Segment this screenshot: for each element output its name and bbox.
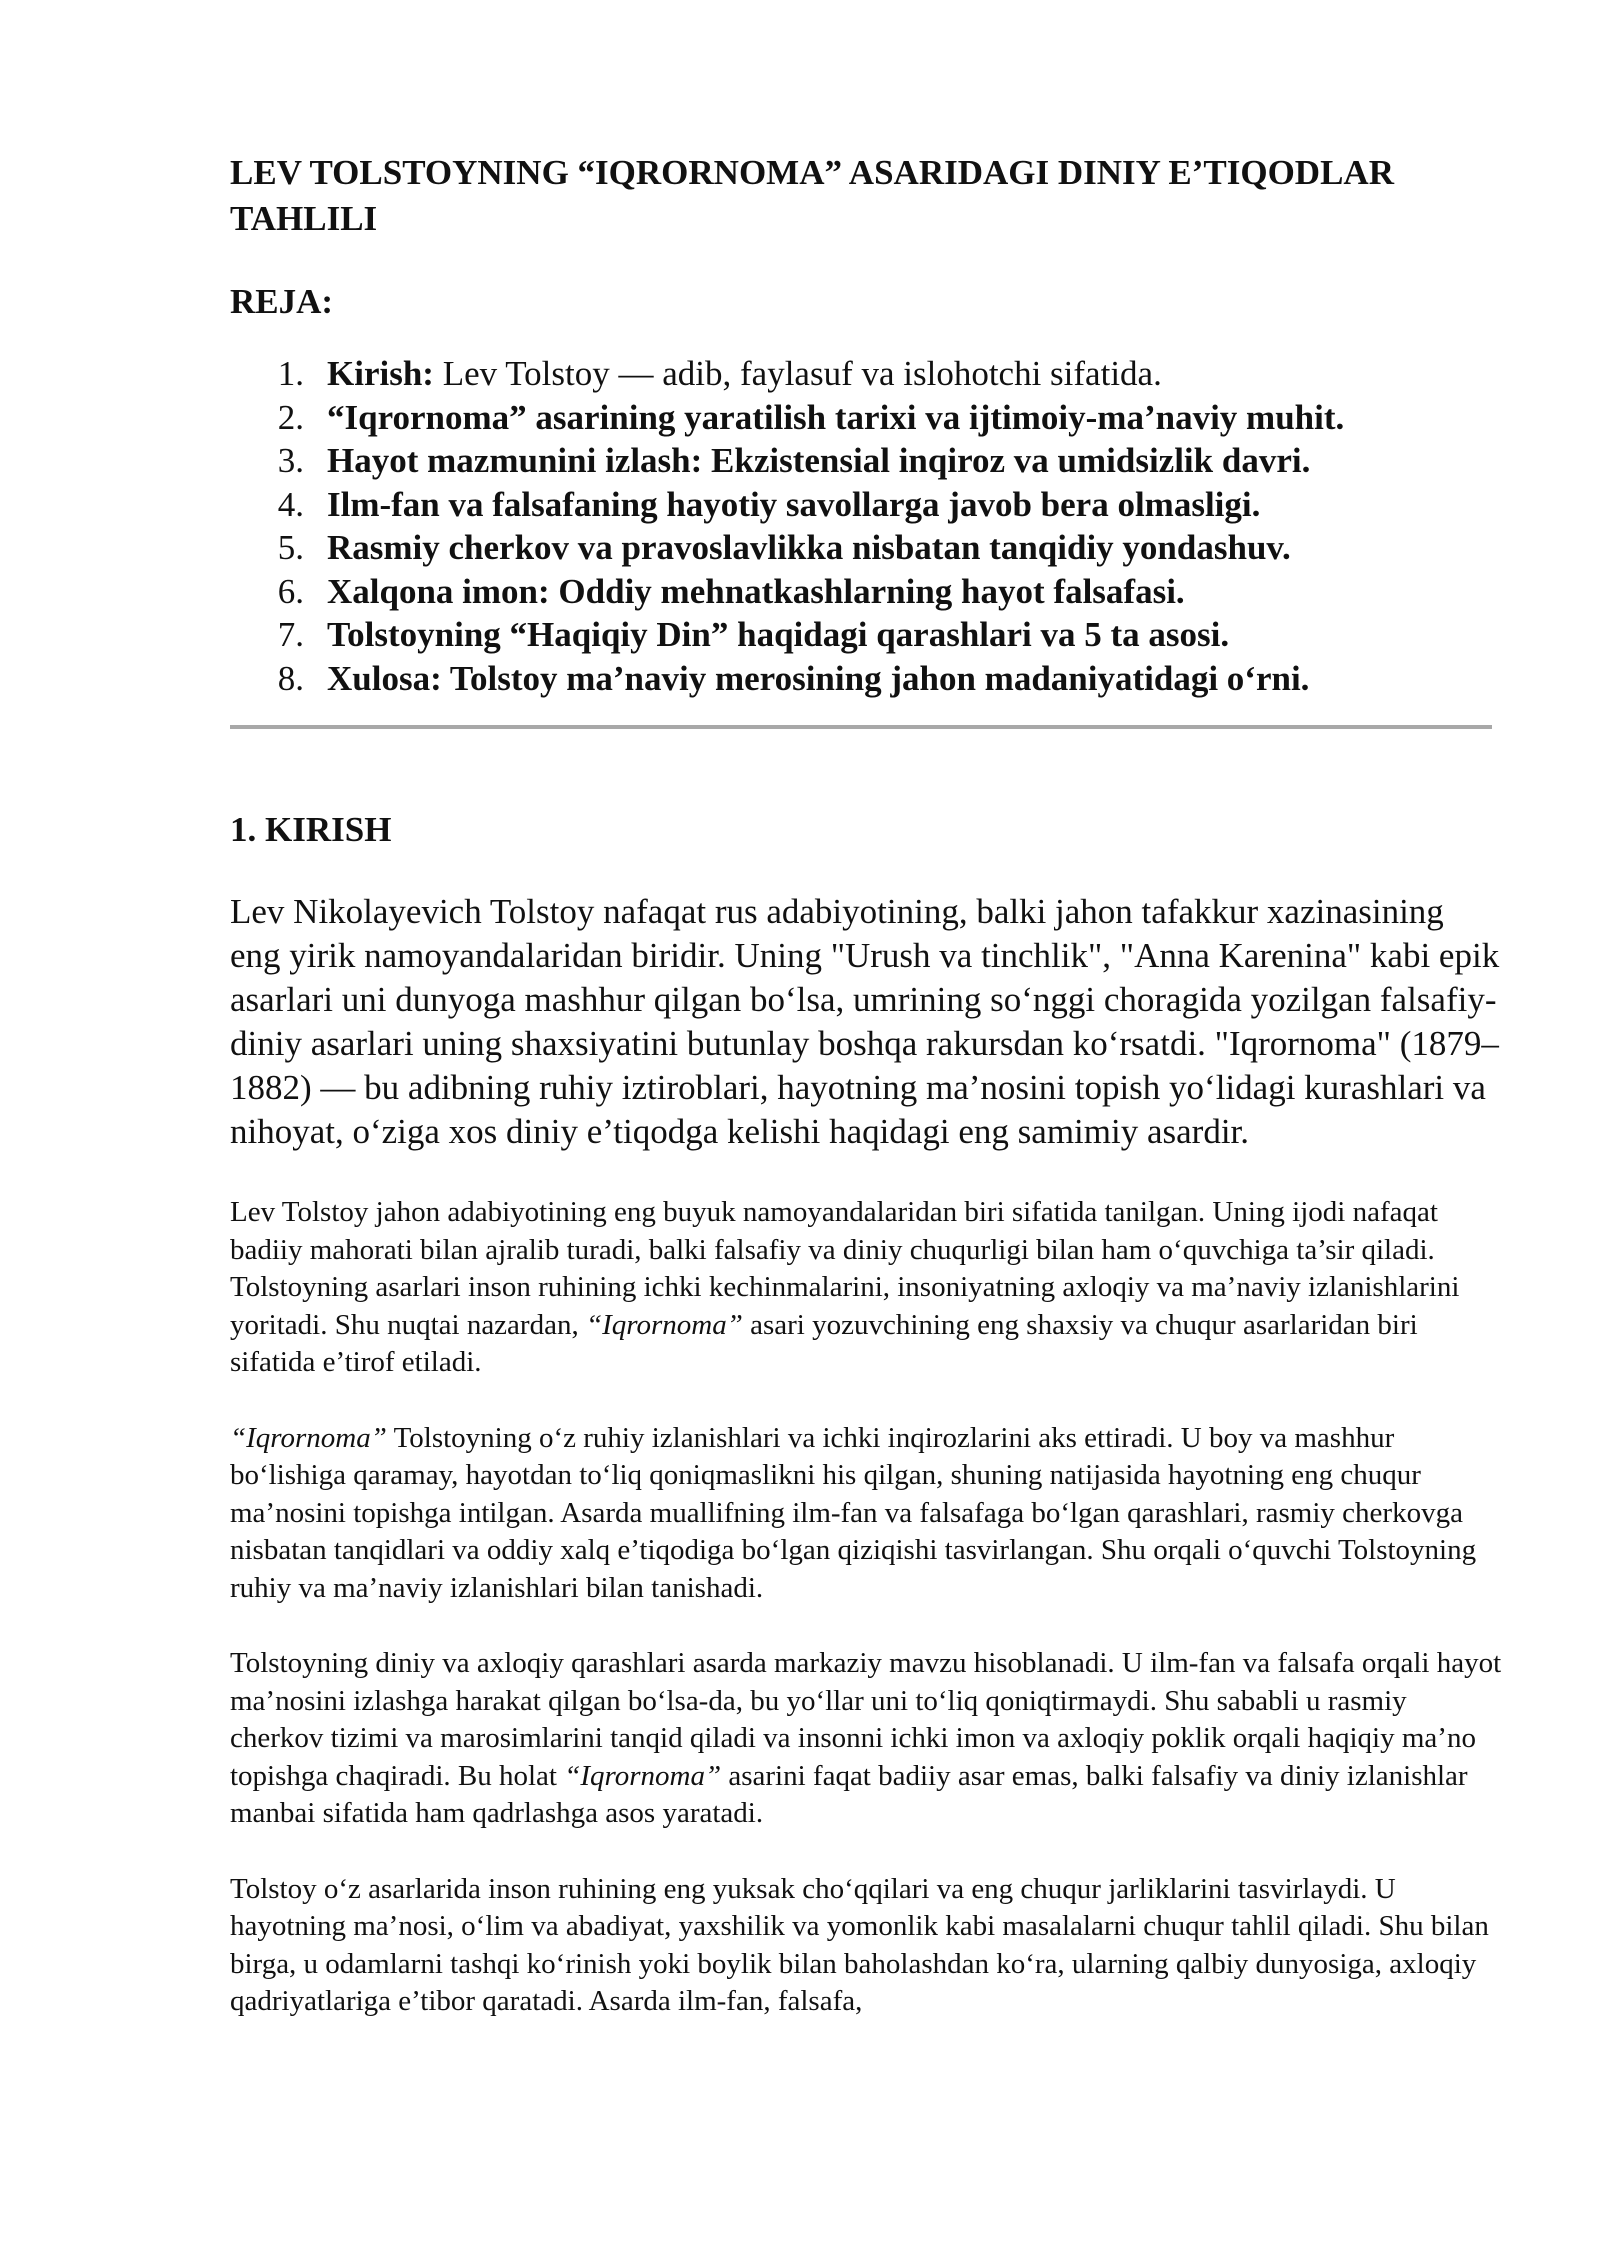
lead-paragraph: Lev Nikolayevich Tolstoy nafaqat rus adabiyotining, balki jahon tafakkur xazinasining eng yirik namoyandalaridan biridir. Uning "Urush va tinchlik", "Anna Karenina" kabi epik asarlari uni dunyoga mashhur qilgan bo‘lsa, umrining so‘nggi choragida yozilgan falsafiy-diniy asarlari uning shaxsiyatini butunlay boshqa rakursdan ko‘rsatdi. "Iqrornoma" (1879–1882) — bu adibning ruhiy iztiroblari, hayotning ma’nosini topish yo‘lidagi kurashlari va nihoyat, o‘ziga xos diniy e’tiqodga kelishi haqidagi eng samimiy asardir. xyxy=(230,892,1500,1151)
plan-item-number: 4. xyxy=(277,484,304,524)
plan-item xyxy=(230,352,1490,396)
plan-list xyxy=(230,352,1490,700)
plan-item-lead: Rasmiy cherkov va pravoslavlikka nisbatan tanqidiy yondashuv. xyxy=(327,528,1291,567)
horizontal-divider xyxy=(230,725,1492,729)
italic-title: “Iqrornoma” xyxy=(585,1308,743,1341)
plan-item xyxy=(230,570,1490,614)
plan-item xyxy=(230,396,1490,440)
body-paragraph-4: Tolstoy o‘z asarlarida inson ruhining eng yuksak cho‘qqilari va eng chuqur jarliklarini tasvirlaydi. U hayotning ma’nosi, o‘lim va abadiyat, yaxshilik va yomonlik kabi masalalarni chuqur tahlil qiladi. Shu bilan birga, u odamlarni tashqi ko‘rinish yoki boylik bilan baholashdan ko‘ra, ularning qalbiy dunyosiga, axloqiy qadriyatlariga e’tibor qaratadi. Asarda ilm-fan, falsafa, xyxy=(230,1872,1489,2017)
italic-title: “Iqrornoma” xyxy=(564,1759,722,1792)
plan-item-lead: Tolstoyning “Haqiqiy Din” haqidagi qarashlari va 5 ta asosi. xyxy=(327,615,1230,654)
plan-item-lead: Kirish: xyxy=(327,354,434,393)
paragraph-text: asari yozuvchining eng shaxsiy va chuqur asarlaridan biri sifatida e’tirof etiladi. xyxy=(230,1308,1418,1378)
body-paragraph-2 xyxy=(230,1420,1505,1608)
body-paragraph-1 xyxy=(230,1194,1505,1382)
document-title: LEV TOLSTOYNING “IQRORNOMA” ASARIDAGI DINIY E’TIQODLAR TAHLILI xyxy=(230,153,1394,238)
plan-item-number: 2. xyxy=(277,397,304,437)
plan-item-lead: Hayot mazmunini izlash: Ekzistensial inqiroz va umidsizlik davri. xyxy=(327,441,1311,480)
paragraph-text: Tolstoyning o‘z ruhiy izlanishlari va ichki inqirozlarini aks ettiradi. U boy va mashhur bo‘lishiga qaramay, hayotdan to‘liq qoniqmaslikni his qilgan, shuning natijasida hayotning eng chuqur ma’nosini topishga intilgan. Asarda muallifning ilm-fan va falsafaga bo‘lgan qarashlari, rasmiy cherkovga nisbatan tanqidlari va oddiy xalq e’tiqodiga bo‘lgan qiziqishi tasvirlangan. Shu orqali o‘quvchi Tolstoyning ruhiy va ma’naviy izlanishlari bilan tanishadi. xyxy=(230,1421,1477,1604)
plan-item-text: Lev Tolstoy — adib, faylasuf va islohotchi sifatida. xyxy=(433,354,1162,393)
italic-title: “Iqrornoma” xyxy=(230,1421,387,1454)
plan-item-number: 8. xyxy=(277,658,304,698)
plan-item-number: 6. xyxy=(277,571,304,611)
plan-item xyxy=(230,613,1490,657)
paragraph-text: asarini faqat badiiy asar emas, balki falsafiy va diniy izlanishlar manbai sifatida ham qadrlashga asos yaratadi. xyxy=(230,1759,1468,1829)
plan-item-number: 5. xyxy=(277,528,304,567)
paragraph-text: Lev Tolstoy jahon adabiyotining eng buyuk namoyandalaridan biri sifatida tanilgan. Uning ijodi nafaqat badiiy mahorati bilan ajralib turadi, balki falsafiy va diniy chuqurligi bilan ham o‘quvchiga ta’sir qiladi. Tolstoyning asarlari inson ruhining ichki kechinmalarini, insoniyatning axloqiy va ma’naviy izlanishlarini yoritadi. Shu nuqtai nazardan, xyxy=(230,1196,1460,1341)
plan-item-lead: Xulosa: Tolstoy ma’naviy merosining jahon madaniyatidagi o‘rni. xyxy=(327,658,1310,698)
plan-item xyxy=(230,483,1490,527)
section-heading: 1. KIRISH xyxy=(230,810,392,849)
document-page xyxy=(230,150,1502,2021)
plan-item xyxy=(230,657,1490,701)
plan-item-number: 3. xyxy=(277,441,304,480)
body-paragraph-3 xyxy=(230,1645,1505,1833)
plan-item-lead: Xalqona imon: Oddiy mehnatkashlarning hayot falsafasi. xyxy=(327,571,1185,611)
plan-item-lead: Ilm-fan va falsafaning hayotiy savollarga javob bera olmasligi. xyxy=(327,484,1261,524)
plan-heading: REJA: xyxy=(230,282,334,321)
plan-item xyxy=(230,439,1490,483)
plan-item xyxy=(230,526,1490,570)
plan-item-number: 7. xyxy=(277,615,304,654)
paragraph-text: Tolstoyning diniy va axloqiy qarashlari asarda markaziy mavzu hisoblanadi. U ilm-fan va falsafa orqali hayot ma’nosini izlashga harakat qilgan bo‘lsa-da, bu yo‘llar uni to‘liq qoniqtirmaydi. Shu sababli u rasmiy cherkov tizimi va marosimlarini tanqid qiladi va insonni ichki imon va axloqiy poklik orqali haqiqiy ma’no topishga chaqiradi. Bu holat xyxy=(230,1647,1502,1792)
plan-item-lead: “Iqrornoma” asarining yaratilish tarixi va ijtimoiy-ma’naviy muhit. xyxy=(327,397,1345,437)
plan-item-number: 1. xyxy=(277,354,304,393)
